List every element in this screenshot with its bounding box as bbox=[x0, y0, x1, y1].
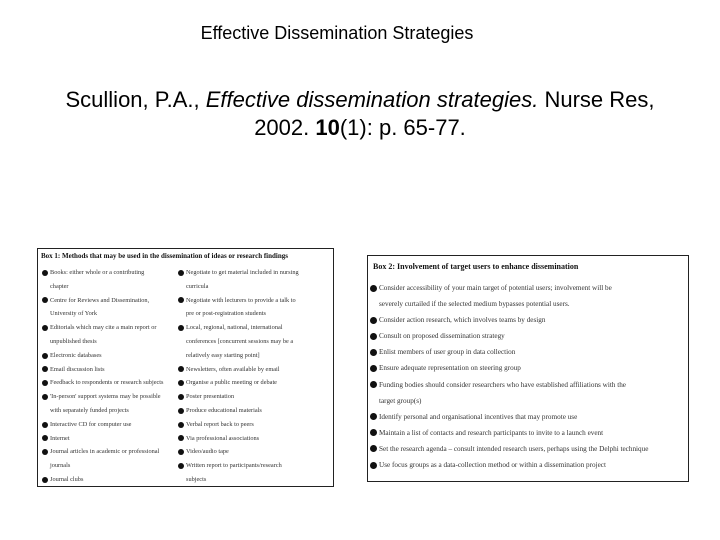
bullet-item: Written report to participants/research bbox=[177, 459, 299, 473]
bullet-item: Consult on proposed dissemination strategy bbox=[370, 328, 648, 344]
bullet-item: Verbal report back to peers bbox=[177, 418, 299, 432]
bullet-item: Journal clubs bbox=[41, 473, 163, 487]
bullet-item-continuation: journals bbox=[50, 462, 71, 470]
bullet-item: Identify personal and organisational incentives that may promote use bbox=[370, 409, 648, 425]
bullet-item-continuation: unpublished thesis bbox=[50, 337, 97, 345]
bullet-item: Video/audio tape bbox=[177, 445, 299, 459]
box-1-methods-image bbox=[37, 248, 334, 487]
box-1-right-column bbox=[177, 266, 299, 487]
bullet-item: Ensure adequate representation on steering group bbox=[370, 360, 648, 376]
bullet-item-continuation: severely curtailed if the selected medium bypasses potential users. bbox=[379, 300, 570, 309]
bullet-item: Maintain a list of contacts and research participants to invite to a launch event bbox=[370, 425, 648, 441]
bullet-item-continuation: curricula bbox=[186, 282, 209, 290]
bullet-item: Interactive CD for computer use bbox=[41, 418, 163, 432]
box-1-heading: Box 1: Methods that may be used in the dissemination of ideas or research findings bbox=[41, 252, 288, 260]
bullet-item: Poster presentation bbox=[177, 390, 299, 404]
bullet-item-continuation: pre or post-registration students bbox=[186, 310, 266, 318]
citation-volume: 10 bbox=[315, 115, 340, 140]
citation-year: 2002. bbox=[254, 115, 316, 140]
slide-title: Effective Dissemination Strategies bbox=[200, 23, 474, 43]
bullet-item: Funding bodies should consider researchers who have established affiliations with the bbox=[370, 377, 648, 393]
bullet-item-continuation: conferences [concurrent sessions may be a bbox=[186, 337, 294, 345]
bullet-item: Electronic databases bbox=[41, 349, 163, 363]
citation-line-1 bbox=[0, 86, 720, 114]
bullet-item: Produce educational materials bbox=[177, 404, 299, 418]
bullet-item: Set the research agenda – consult intended research users, perhaps using the Delphi technique bbox=[370, 441, 648, 457]
bullet-item: Email discussion lists bbox=[41, 363, 163, 377]
box-1-left-column bbox=[41, 266, 163, 487]
bullet-item-continuation: chapter bbox=[50, 282, 69, 290]
bullet-item-continuation: University of York bbox=[50, 310, 98, 318]
bullet-item-continuation: relatively easy starting point] bbox=[186, 351, 260, 359]
bullet-item-continuation: with separately funded projects bbox=[50, 406, 129, 414]
bullet-item: Centre for Reviews and Dissemination, bbox=[41, 294, 163, 308]
bullet-item-continuation: subjects bbox=[186, 475, 207, 483]
bullet-item: Use focus groups as a data-collection method or within a dissemination project bbox=[370, 457, 648, 473]
bullet-item: 'In-person' support systems may be possible bbox=[41, 390, 163, 404]
bullet-item: Books: either whole or a contributing bbox=[41, 266, 163, 280]
box-2-list bbox=[370, 280, 648, 473]
citation bbox=[0, 86, 720, 142]
bullet-item-continuation: target group(s) bbox=[379, 396, 422, 405]
bullet-item: Consider accessibility of your main target of potential users; involvement will be bbox=[370, 280, 648, 296]
bullet-item: Editorials which may cite a main report or bbox=[41, 321, 163, 335]
bullet-item: Negotiate with lecturers to provide a talk to bbox=[177, 294, 299, 308]
bullet-item: Journal articles in academic or professional bbox=[41, 445, 163, 459]
citation-journal: Nurse Res, bbox=[538, 87, 655, 112]
bullet-item: Feedback to respondents or research subjects bbox=[41, 376, 163, 390]
box-2-involvement-image bbox=[367, 255, 689, 482]
bullet-item: Organise a public meeting or debate bbox=[177, 376, 299, 390]
citation-pages: (1): p. 65-77. bbox=[339, 115, 466, 140]
bullet-item: Local, regional, national, international bbox=[177, 321, 299, 335]
bullet-item: Via professional associations bbox=[177, 432, 299, 446]
bullet-item: Enlist members of user group in data collection bbox=[370, 344, 648, 360]
citation-article-title: Effective dissemination strategies. bbox=[205, 87, 539, 112]
box-2-heading: Box 2: Involvement of target users to enhance dissemination bbox=[373, 262, 579, 271]
citation-authors: Scullion, P.A., bbox=[65, 87, 206, 112]
bullet-item: Negotiate to get material included in nursing bbox=[177, 266, 299, 280]
citation-line-2 bbox=[0, 114, 720, 142]
bullet-item: Internet bbox=[41, 432, 163, 446]
bullet-item: Consider action research, which involves teams by design bbox=[370, 312, 648, 328]
bullet-item: Newsletters, often available by email bbox=[177, 363, 299, 377]
